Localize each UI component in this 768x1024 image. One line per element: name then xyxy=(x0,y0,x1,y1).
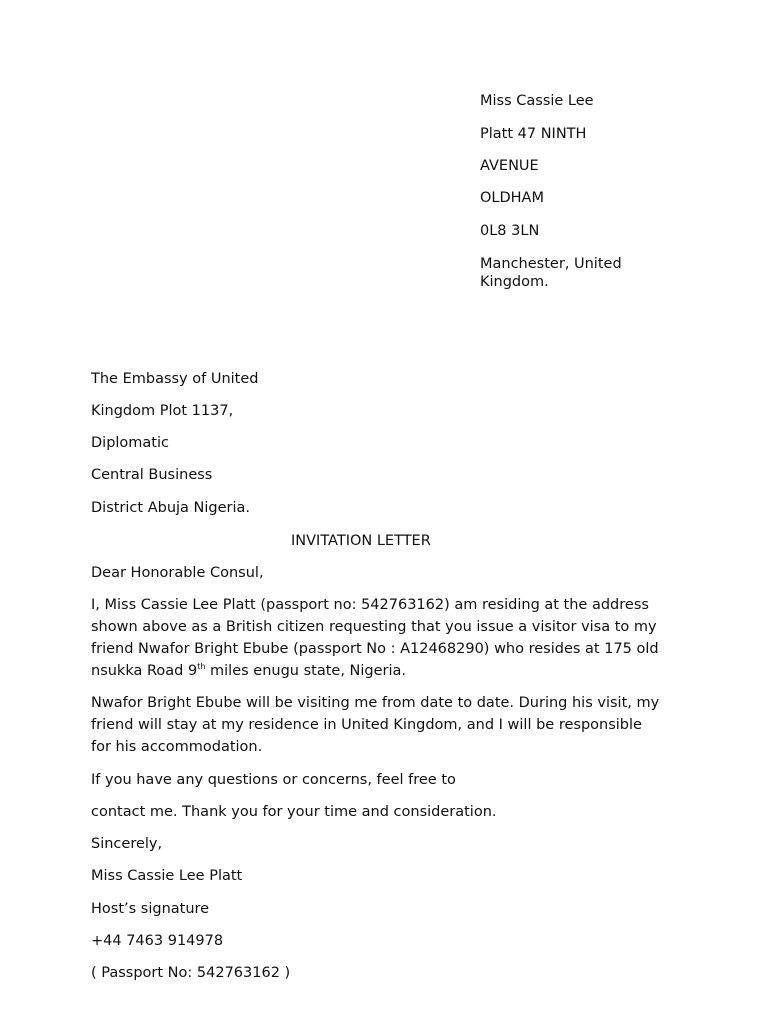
body-paragraph-3-line-2: contact me. Thank you for your time and consideration. xyxy=(91,804,497,820)
body-paragraph-1-text-end: miles enugu state, Nigeria. xyxy=(205,663,407,679)
sender-country-line: Manchester, United Kingdom. xyxy=(480,256,622,290)
recipient-line: Diplomatic xyxy=(91,435,169,451)
sender-postcode-line: 0L8 3LN xyxy=(480,223,540,239)
body-paragraph-1-text: I, Miss Cassie Lee Platt (passport no: 542763162) am residing at the address shown above as a British citizen requesting that you issue a visitor visa to my friend Nwafor Bright Ebube (passport No : A12468290) who resides at 175 old nsukka Road 9 xyxy=(91,597,659,679)
recipient-line: Central Business xyxy=(91,467,213,483)
sender-city-line: OLDHAM xyxy=(480,190,544,206)
ordinal-suffix: th xyxy=(197,662,206,672)
closing-name: Miss Cassie Lee Platt xyxy=(91,868,243,884)
sender-name-line: Miss Cassie Lee xyxy=(480,93,594,109)
passport-number: ( Passport No: 542763162 ) xyxy=(91,965,291,981)
phone-number: +44 7463 914978 xyxy=(91,933,224,949)
body-paragraph-1 xyxy=(91,594,666,682)
body-paragraph-2: Nwafor Bright Ebube will be visiting me from date to date. During his visit, my friend will stay at my residence in United Kingdom, and I will be responsible for his accommodation. xyxy=(91,695,660,755)
letter-title: INVITATION LETTER xyxy=(291,533,431,549)
salutation: Dear Honorable Consul, xyxy=(91,565,264,581)
recipient-line: District Abuja Nigeria. xyxy=(91,500,251,516)
closing-sincerely: Sincerely, xyxy=(91,836,163,852)
recipient-line: Kingdom Plot 1137, xyxy=(91,403,234,419)
recipient-line: The Embassy of United xyxy=(91,371,259,387)
sender-address-line: Platt 47 NINTH xyxy=(480,126,587,142)
signature-label: Host’s signature xyxy=(91,901,210,917)
sender-address-line: AVENUE xyxy=(480,158,539,174)
body-paragraph-3-line-1: If you have any questions or concerns, feel free to xyxy=(91,772,456,788)
